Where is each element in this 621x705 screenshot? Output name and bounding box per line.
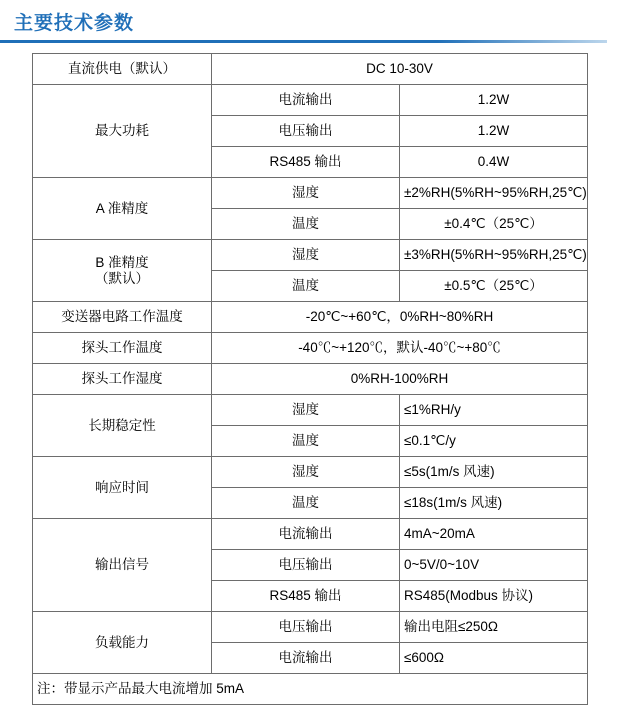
row-value: DC 10-30V bbox=[212, 54, 588, 85]
row-value: 0%RH-100%RH bbox=[212, 364, 588, 395]
row-sublabel: 电流输出 bbox=[212, 519, 400, 550]
table-row bbox=[33, 240, 588, 271]
row-label: 输出信号 bbox=[33, 519, 212, 612]
row-value: -20℃~+60℃，0%RH~80%RH bbox=[212, 302, 588, 333]
row-sublabel: 温度 bbox=[212, 426, 400, 457]
row-sublabel: 电流输出 bbox=[212, 643, 400, 674]
row-value: 0.4W bbox=[400, 147, 588, 178]
page-title: 主要技术参数 bbox=[14, 13, 135, 34]
table-row bbox=[33, 395, 588, 426]
row-sublabel: RS485 输出 bbox=[212, 147, 400, 178]
spec-table bbox=[32, 53, 588, 705]
row-label: 变送器电路工作温度 bbox=[33, 302, 212, 333]
row-value: ±2%RH(5%RH~95%RH,25℃) bbox=[400, 178, 588, 209]
row-value: RS485(Modbus 协议) bbox=[400, 581, 588, 612]
row-value: ±3%RH(5%RH~95%RH,25℃) bbox=[400, 240, 588, 271]
table-row bbox=[33, 612, 588, 643]
row-sublabel: 湿度 bbox=[212, 240, 400, 271]
table-row bbox=[33, 519, 588, 550]
row-value: ≤600Ω bbox=[400, 643, 588, 674]
table-row-note bbox=[33, 674, 588, 705]
row-sublabel: 湿度 bbox=[212, 457, 400, 488]
row-value: ≤0.1℃/y bbox=[400, 426, 588, 457]
row-value: -40℃~+120℃，默认-40℃~+80℃ bbox=[212, 333, 588, 364]
row-sublabel: RS485 输出 bbox=[212, 581, 400, 612]
table-row bbox=[33, 333, 588, 364]
row-sublabel: 电压输出 bbox=[212, 612, 400, 643]
row-sublabel: 温度 bbox=[212, 271, 400, 302]
table-row bbox=[33, 457, 588, 488]
row-label: 探头工作温度 bbox=[33, 333, 212, 364]
row-label: A 准精度 bbox=[33, 178, 212, 240]
spec-table-wrap bbox=[32, 53, 588, 705]
row-value: 0~5V/0~10V bbox=[400, 550, 588, 581]
table-row bbox=[33, 178, 588, 209]
row-label: 探头工作湿度 bbox=[33, 364, 212, 395]
title-divider bbox=[0, 40, 607, 43]
row-label bbox=[33, 240, 212, 302]
row-sublabel: 温度 bbox=[212, 488, 400, 519]
row-sublabel: 电流输出 bbox=[212, 85, 400, 116]
table-row bbox=[33, 85, 588, 116]
table-row bbox=[33, 54, 588, 85]
table-note: 注：带显示产品最大电流增加 5mA bbox=[33, 674, 588, 705]
row-sublabel: 电压输出 bbox=[212, 550, 400, 581]
row-label: 最大功耗 bbox=[33, 85, 212, 178]
row-sublabel: 湿度 bbox=[212, 395, 400, 426]
row-label: 响应时间 bbox=[33, 457, 212, 519]
row-label: 直流供电（默认） bbox=[33, 54, 212, 85]
row-label: 长期稳定性 bbox=[33, 395, 212, 457]
row-label: 负载能力 bbox=[33, 612, 212, 674]
page-title-block bbox=[0, 0, 621, 36]
row-value: 1.2W bbox=[400, 85, 588, 116]
row-sublabel: 电压输出 bbox=[212, 116, 400, 147]
row-label-line1: B 准精度 bbox=[95, 254, 149, 270]
row-sublabel: 温度 bbox=[212, 209, 400, 240]
row-value: ≤5s(1m/s 风速) bbox=[400, 457, 588, 488]
row-value: 4mA~20mA bbox=[400, 519, 588, 550]
row-value: 输出电阻≤250Ω bbox=[400, 612, 588, 643]
row-value: ±0.5℃（25℃） bbox=[400, 271, 588, 302]
row-sublabel: 湿度 bbox=[212, 178, 400, 209]
row-value: 1.2W bbox=[400, 116, 588, 147]
row-value: ≤1%RH/y bbox=[400, 395, 588, 426]
row-label-line2: （默认） bbox=[95, 270, 149, 286]
table-row bbox=[33, 364, 588, 395]
row-value: ≤18s(1m/s 风速) bbox=[400, 488, 588, 519]
row-value: ±0.4℃（25℃） bbox=[400, 209, 588, 240]
table-row bbox=[33, 302, 588, 333]
